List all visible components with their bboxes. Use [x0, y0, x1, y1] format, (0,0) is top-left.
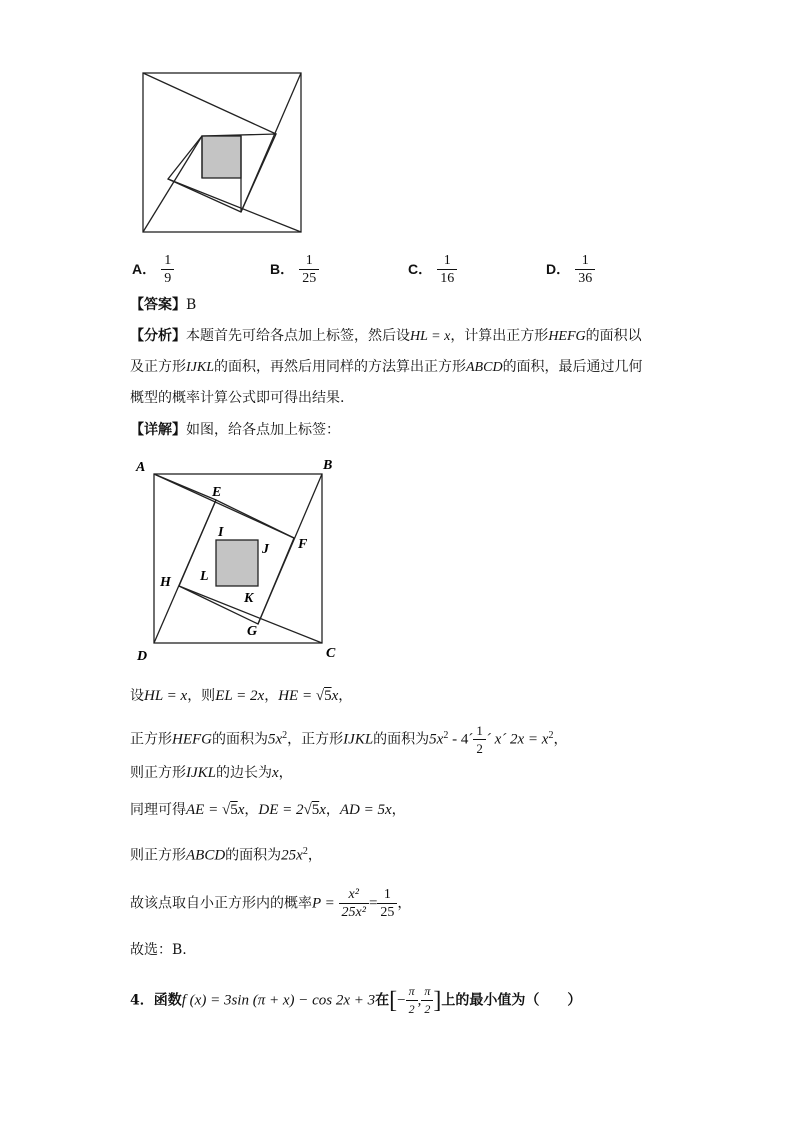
analysis-line-1: 【分析】本题首先可给各点加上标签，然后设HL = x，计算出正方形HEFG的面积以 — [130, 328, 642, 344]
half-fraction: $\frac{1}{2}$ — [473, 722, 486, 757]
fig2-label-f: F — [298, 537, 308, 552]
solution-line-4: 同理可得AE = √5x，DE = 2√5x，AD = 5x， — [130, 802, 406, 818]
fig1-line — [241, 73, 301, 212]
solution-line-1: 设HL = x，则EL = 2x，HE = √5x， — [130, 688, 353, 704]
option-d-fraction: $\frac{1}{36}$ — [575, 252, 595, 287]
interval-upper: $\frac{\pi}{2}$ — [421, 983, 433, 1018]
answer-line — [130, 295, 196, 315]
solution-line-7: 故选：B. — [130, 942, 187, 958]
fig2-label-g: G — [247, 624, 258, 639]
fig2-label-i: I — [218, 525, 224, 540]
fig2-label-b: B — [323, 458, 333, 473]
question-number: 4． — [130, 992, 154, 1009]
answer-value: B — [186, 297, 197, 313]
question-4: 4．函数f (x) = 3sin (π + x) − cos 2x + 3在[− $\frac{\pi}{2}$ , $\frac{\pi}{2}$ ]上的最小值为（ ） — [130, 984, 582, 1016]
sqrt-symbol: √ — [315, 688, 325, 704]
solution-line-6: 故该点取自小正方形内的概率P = $\frac{\text{x²}}{\text{25x²}}$ = $\frac{1}{25}$ ， — [130, 887, 412, 920]
option-a-fraction: $\frac{1}{9}$ — [161, 252, 174, 287]
option-b-fraction: $\frac{1}{25}$ — [299, 252, 319, 287]
fig1-line — [168, 179, 301, 232]
solution-line-3: 则正方形IJKL的边长为x， — [130, 765, 293, 781]
fig2-line-af — [154, 474, 294, 538]
interval-lower: $\frac{\pi}{2}$ — [406, 983, 418, 1018]
answer-label: 【答案】 — [130, 297, 186, 313]
fig2-label-a: A — [136, 460, 146, 475]
probability-fraction-1: $\frac{\text{x²}}{\text{25x²}}$ — [339, 886, 369, 921]
analysis-line-3: 概型的概率计算公式即可得出结果. — [130, 390, 345, 406]
option-b[interactable]: B． $\frac{1}{25}$ — [270, 252, 319, 287]
option-a[interactable]: A． $\frac{1}{9}$ — [132, 252, 174, 287]
option-c[interactable]: C． $\frac{1}{16}$ — [408, 252, 457, 287]
fig2-label-l: L — [200, 569, 209, 584]
solution-line-5: 则正方形ABCD的面积为$25x^2$， — [130, 846, 322, 864]
fig2-label-j: J — [262, 542, 269, 557]
solution-line-2: 正方形HEFG的面积为$5x^2$，正方形IJKL的面积为$5x^2$ - 4´ $\frac{1}{2}$ ´ x´ $2x = x^2$， — [130, 723, 568, 756]
analysis-line-2: 及正方形IJKL的面积，再然后用同样的方法算出正方形ABCD的面积，最后通过几何 — [130, 359, 643, 375]
detail-line: 【详解】如图，给各点加上标签： — [130, 422, 340, 438]
option-d[interactable]: D． $\frac{1}{36}$ — [546, 252, 595, 287]
fig2-label-h: H — [160, 575, 171, 590]
fig1-line — [143, 136, 202, 232]
fig2-label-k: K — [244, 591, 254, 606]
figure-2-labeled — [130, 452, 350, 667]
option-c-fraction: $\frac{1}{16}$ — [437, 252, 457, 287]
fig1-shaded-square — [202, 136, 241, 178]
figure-1-pinwheel — [138, 66, 308, 238]
fig2-label-e: E — [212, 485, 222, 500]
fig2-label-d: D — [137, 649, 148, 664]
fig2-shaded-ijkl — [216, 540, 258, 586]
fig1-line — [143, 73, 276, 134]
fig2-label-c: C — [326, 646, 336, 661]
probability-fraction-2: $\frac{1}{25}$ — [377, 886, 397, 921]
